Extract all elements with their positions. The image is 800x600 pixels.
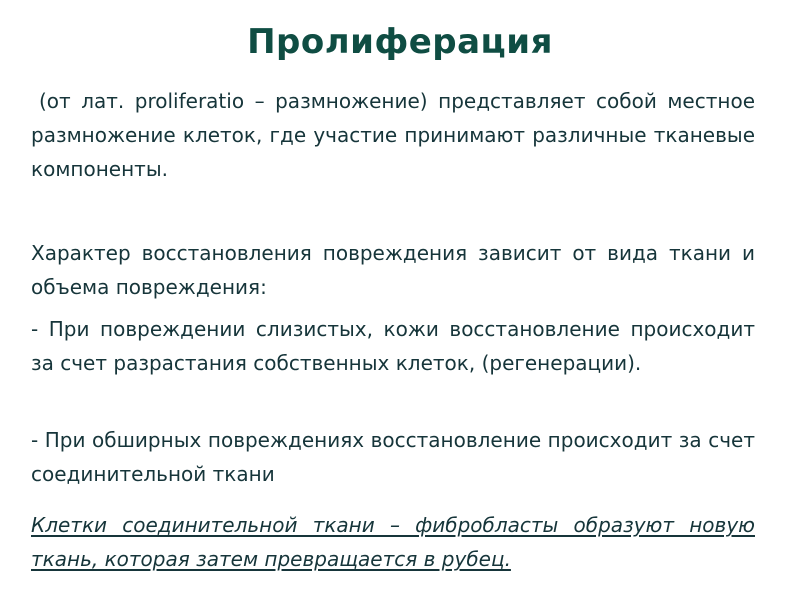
character-intro-paragraph: Характер восстановления повреждения зависит от вида ткани и объема повреждения: [31,241,755,299]
conclusion-paragraph: Клетки соединительной ткани – фибробласты образуют новую ткань, которая затем превращается в рубец. [31,513,755,571]
definition-paragraph: (от лат. proliferatio – размножение) представляет собой местное размножение клеток, где участие принимают различные тканевые компоненты. [31,89,755,181]
bullet-extensive-damage: - При обширных повреждениях восстановление происходит за счет соединительной ткани [31,428,755,486]
slide-title: Пролиферация [247,22,553,62]
bullet-mucosa-skin: - При повреждении слизистых, кожи восстановление происходит за счет разрастания собственных клеток, (регенерации). [31,317,755,375]
